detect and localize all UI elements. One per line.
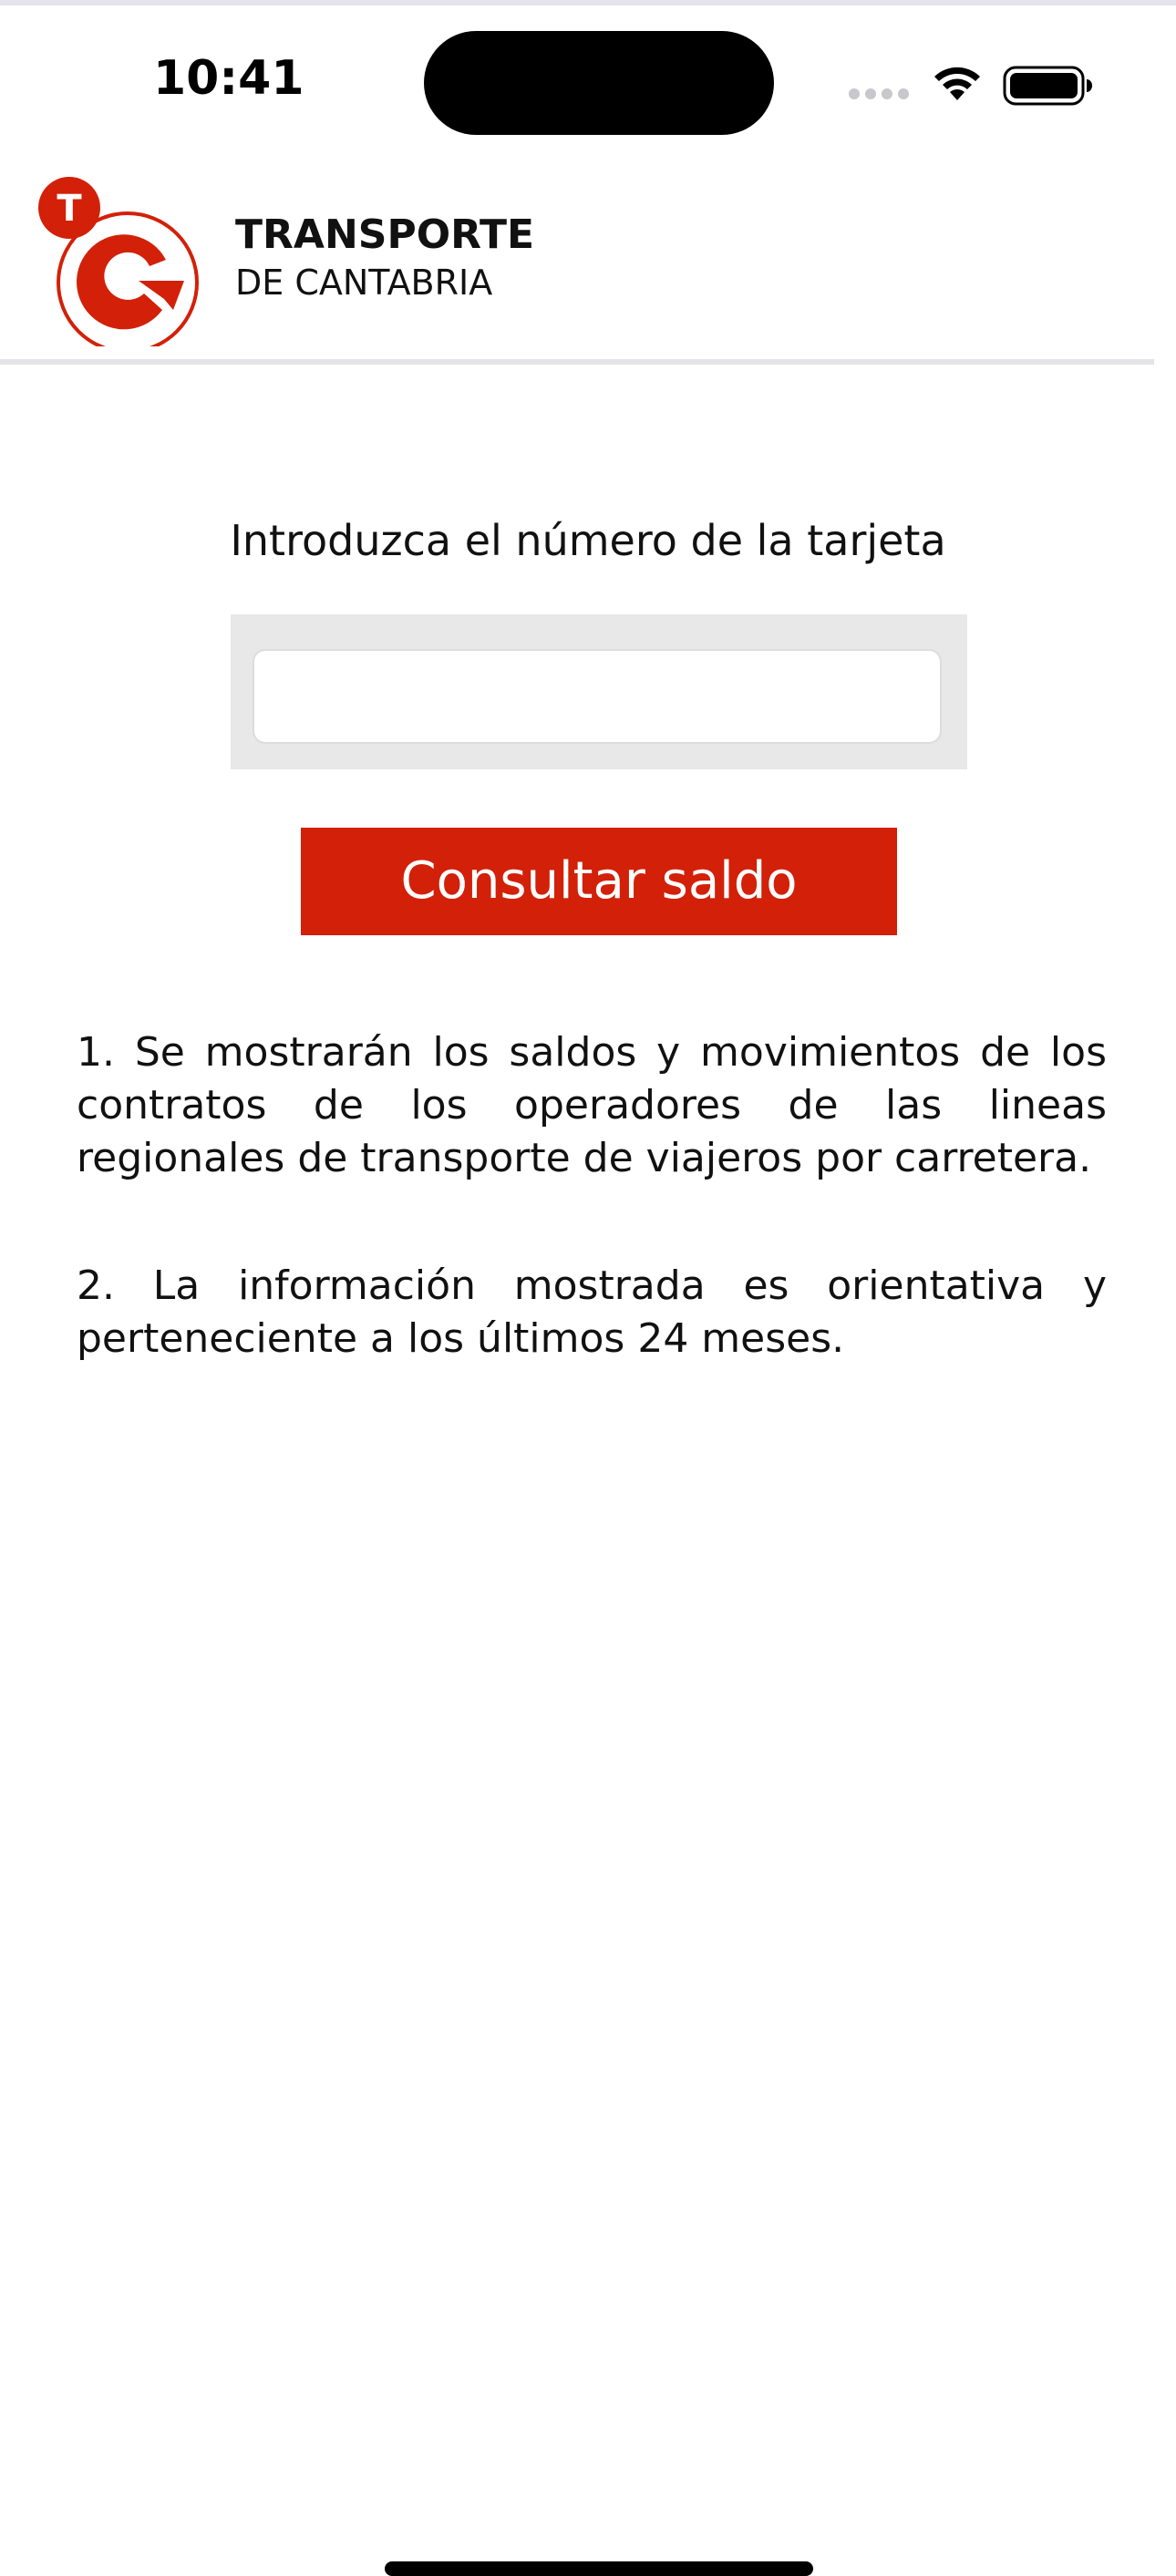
cellular-signal-icon — [848, 88, 912, 100]
header-divider — [0, 359, 1154, 365]
card-input-container — [231, 614, 967, 769]
home-indicator[interactable] — [385, 2561, 813, 2576]
status-bar — [0, 5, 1176, 151]
card-number-prompt: Introduzca el número de la tarjeta — [230, 516, 946, 565]
dynamic-island — [424, 31, 774, 135]
card-number-input[interactable] — [253, 649, 942, 744]
info-note-1: 1. Se mostrarán los saldos y movimientos de los contratos de los operadores de las lineas regionales de transporte de viajeros por carretera. — [77, 1029, 1107, 1181]
info-note-2: 2. La información mostrada es orientativa y perteneciente a los últimos 24 meses. — [77, 1262, 1107, 1362]
brand-title: TRANSPORTE — [235, 211, 535, 258]
battery-icon — [1003, 66, 1094, 106]
status-time: 10:41 — [153, 51, 304, 106]
wifi-icon — [930, 60, 985, 104]
brand-subtitle: DE CANTABRIA — [235, 263, 493, 303]
transporte-cantabria-logo — [36, 173, 210, 346]
logo-letter: T — [57, 188, 82, 230]
app-header — [0, 151, 1176, 361]
consult-balance-button[interactable]: Consultar saldo — [301, 828, 897, 935]
